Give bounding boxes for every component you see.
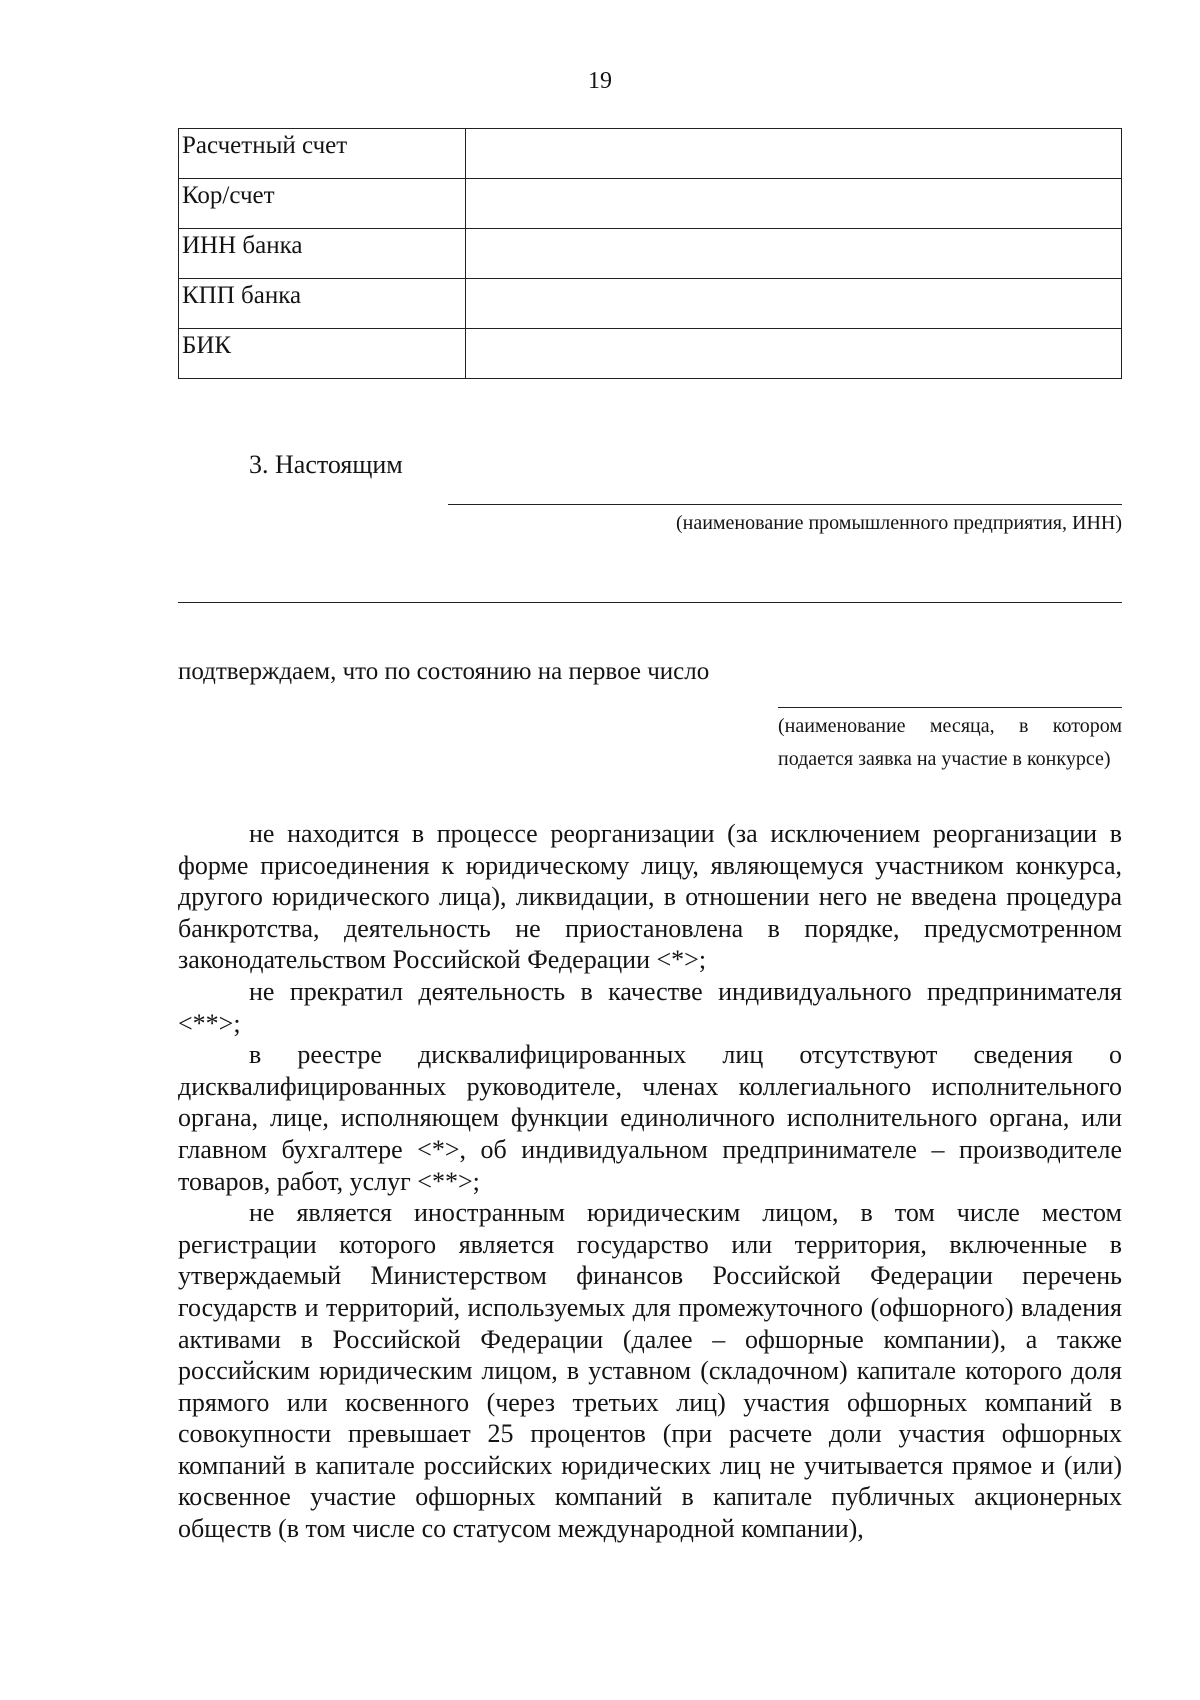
table-row xyxy=(179,329,1122,379)
paragraph: не находится в процессе реорганизации (за исключением реорганизации в форме присоединения к юридическому лицу, являющемуся участником конкурса, другого юридического лица), ликвидации, в отношении него не введена процедура банкротства, деятельность не приостановлена в порядке, предусмотренном законодательством Российской Федерации <*>; xyxy=(178,819,1122,975)
table-row xyxy=(179,179,1122,229)
row-value-bank-inn[interactable] xyxy=(466,229,1122,279)
row-value-corr-account[interactable] xyxy=(466,179,1122,229)
page-number: 19 xyxy=(588,68,612,94)
row-label-bik: БИК xyxy=(179,329,466,379)
paragraph: не является иностранным юридическим лицом, в том числе местом регистрации которого является государство или территория, включенные в утверждаемый Министерством финансов Российской Федерации перечень государств и территорий, используемых для промежуточного (офшорного) владения активами в Российской Федерации (далее – офшорные компании), а также российским юридическим лицом, в уставном (складочном) капитале которого доля прямого или косвенного (через третьих лиц) участия офшорных компаний в совокупности превышает 25 процентов (при расчете доли участия офшорных компаний в капитале российских юридических лиц не учитывается прямое и (или) косвенное участие офшорных компаний в капитале публичных акционерных обществ (в том числе со статусом международной компании), xyxy=(178,1198,1122,1544)
bank-details-table xyxy=(178,128,1122,379)
month-fill-line[interactable] xyxy=(778,707,1122,708)
row-label-bank-kpp: КПП банка xyxy=(179,279,466,329)
table-row xyxy=(179,279,1122,329)
row-value-bank-kpp[interactable] xyxy=(466,279,1122,329)
row-value-account[interactable] xyxy=(466,129,1122,179)
row-label-bank-inn: ИНН банка xyxy=(179,229,466,279)
paragraph: не прекратил деятельность в качестве индивидуального предпринимателя <**>; xyxy=(178,976,1122,1038)
row-value-bik[interactable] xyxy=(466,329,1122,379)
company-fill-line-2[interactable] xyxy=(178,602,1122,603)
section-heading: 3. Настоящим xyxy=(249,450,403,479)
declaration-body xyxy=(178,818,1122,1545)
company-fill-line[interactable] xyxy=(448,504,1122,505)
row-label-corr-account: Кор/счет xyxy=(179,179,466,229)
table-row xyxy=(179,129,1122,179)
month-caption: (наименование месяца, в котором подается заявка на участие в конкурсе) xyxy=(778,715,1122,770)
company-caption: (наименование промышленного предприятия, ИНН) xyxy=(675,512,1122,534)
table-row xyxy=(179,229,1122,279)
paragraph: в реестре дисквалифицированных лиц отсутствуют сведения о дисквалифицированных руководителе, членах коллегиального исполнительного органа, лице, исполняющем функции единоличного исполнительного органа, или главном бухгалтере <*>, об индивидуальном предпринимателе – производителе товаров, работ, услуг <**>; xyxy=(178,1040,1122,1196)
confirm-text: подтверждаем, что по состоянию на первое число xyxy=(178,658,710,685)
row-label-account: Расчетный счет xyxy=(179,129,466,179)
